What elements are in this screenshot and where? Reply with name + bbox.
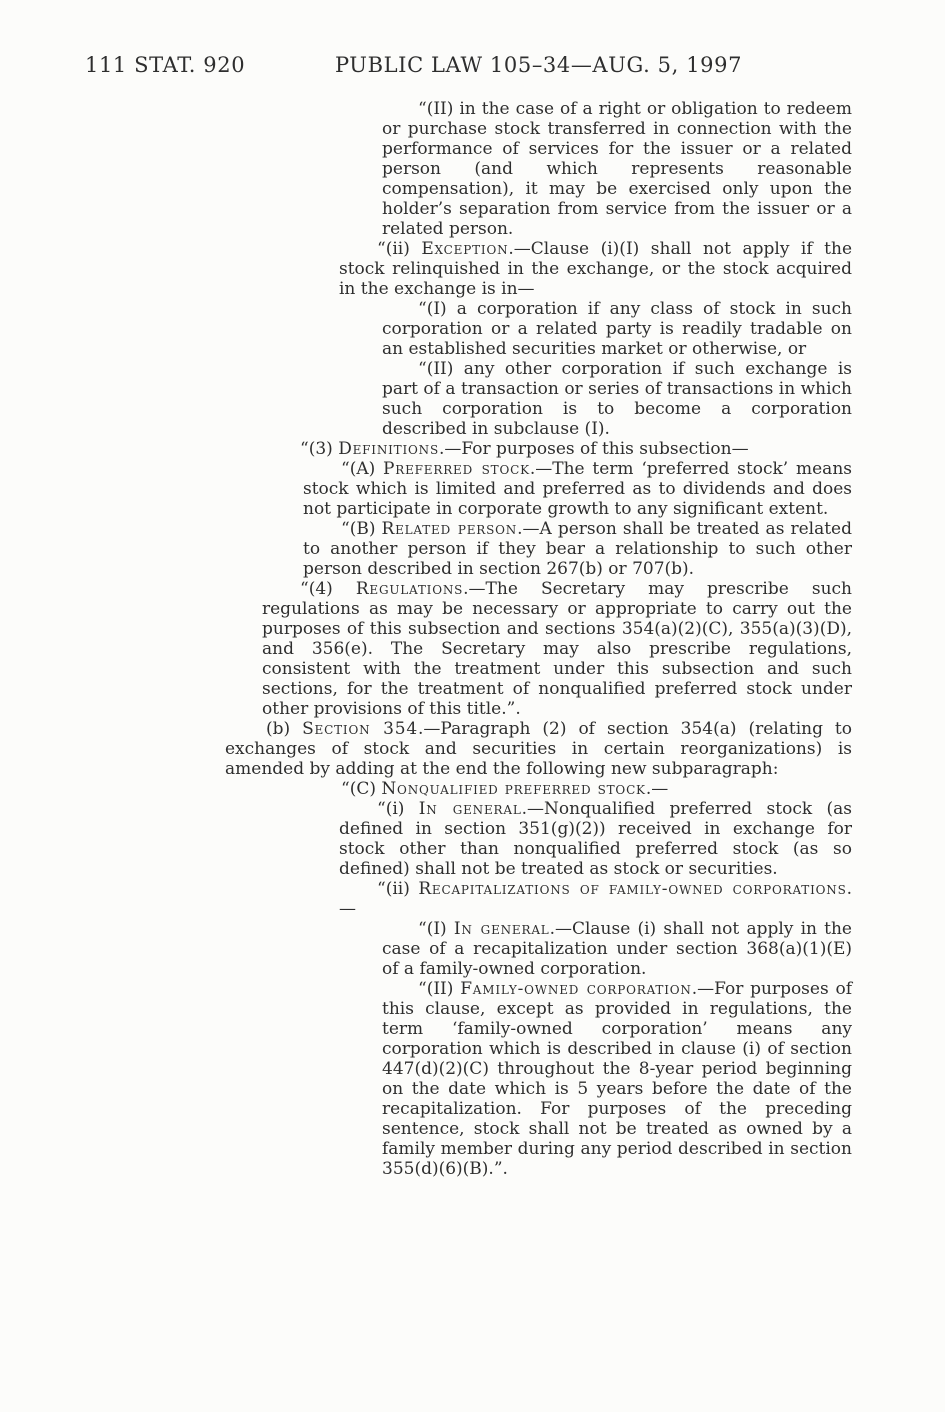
- text-run: .—Clause (i)(I) shall not apply if the stock relinquished in the exchange, or the stock acquired in the exchange is in—: [339, 239, 853, 299]
- smallcaps-run: Family-owned corporation: [460, 979, 692, 999]
- statute-text-block: [225, 99, 852, 1179]
- text-run: .—The term ‘preferred stock’ means stock which is limited and preferred as to dividends and does not participate in corporate growth to any significant extent.: [303, 459, 852, 519]
- smallcaps-run: Recapitalizations of family-owned corporations: [418, 879, 847, 899]
- law-title-header: PUBLIC LAW 105–34—AUG. 5, 1997: [334, 53, 743, 77]
- statute-paragraph: [339, 879, 852, 919]
- text-run: .—For purposes of this clause, except as provided in regulations, the term ‘family-owned corporation’ means any corporation which is described in clause (i) of section 447(d)(2)(C) throughout the 8-year period beginning on the date which is 5 years before the date of the recapitalization. For purposes of the preceding sentence, stock shall not be treated as owned by a family member during any period described in section 355(d)(6)(B).”.: [382, 979, 853, 1179]
- statute-paragraph: [339, 239, 852, 299]
- text-run: .—Clause (i) shall not apply in the case of a recapitalization under section 368(a)(1)(E) of a family-owned corporation.: [382, 919, 852, 979]
- statute-paragraph: [262, 579, 852, 719]
- text-run: “(B): [341, 519, 382, 539]
- text-run: .—A person shall be treated as related to another person if they bear a relationship to such other person described in section 267(b) or 707(b).: [303, 519, 852, 579]
- text-run: “(II) in the case of a right or obligation to redeem or purchase stock transferred in connection with the performance of services for the issuer or a related person (and which represents reasonable compensation), it may be exercised only upon the holder’s separation from service from the issuer or a related person.: [382, 99, 852, 239]
- statute-paragraph: [225, 719, 852, 779]
- text-run: .—Nonqualified preferred stock (as defined in section 351(g)(2)) received in exchange for stock other than nonqualified preferred stock (as so defined) shall not be treated as stock or securities.: [339, 799, 852, 879]
- smallcaps-run: Nonqualified preferred stock: [381, 779, 646, 799]
- smallcaps-run: Definitions: [338, 439, 439, 459]
- text-run: “(I) a corporation if any class of stock in such corporation or a related party is readily tradable on an established securities market or otherwise, or: [382, 299, 852, 359]
- statute-paragraph: [382, 99, 852, 239]
- text-run: “(i): [377, 799, 419, 819]
- text-run: (b): [266, 719, 303, 739]
- text-run: “(4): [300, 579, 356, 599]
- statute-paragraph: [382, 919, 852, 979]
- text-run: “(ii): [377, 879, 419, 899]
- text-run: “(II): [418, 979, 461, 999]
- text-run: .—: [645, 779, 669, 799]
- text-run: “(ii): [377, 239, 422, 259]
- text-run: .—: [339, 879, 852, 919]
- statute-paragraph: [303, 779, 852, 799]
- statute-paragraph: [303, 459, 852, 519]
- text-run: .—Paragraph (2) of section 354(a) (relating to exchanges of stock and securities in certain reorganizations) is amended by adding at the end the following new subparagraph:: [225, 719, 852, 779]
- statute-paragraph: [382, 299, 852, 359]
- smallcaps-run: Preferred stock: [383, 459, 530, 479]
- text-run: “(3): [300, 439, 339, 459]
- smallcaps-run: Exception: [421, 239, 509, 259]
- statute-paragraph: [382, 979, 852, 1179]
- smallcaps-run: Section 354: [302, 719, 418, 739]
- statute-paragraph: [303, 519, 852, 579]
- text-run: “(II) any other corporation if such exchange is part of a transaction or series of transactions in which such corporation is to become a corporation described in subclause (I).: [382, 359, 852, 439]
- text-run: “(I): [418, 919, 454, 939]
- statute-paragraph: [382, 359, 852, 439]
- text-run: “(A): [341, 459, 384, 479]
- smallcaps-run: In general: [453, 919, 550, 939]
- statute-paragraph: [262, 439, 852, 459]
- smallcaps-run: In general: [418, 799, 522, 819]
- smallcaps-run: Related person: [381, 519, 518, 539]
- text-run: .—The Secretary may prescribe such regulations as may be necessary or appropriate to carry out the purposes of this subsection and sections 354(a)(2)(C), 355(a)(3)(D), and 356(e). The Secretary may also prescribe regulations, consistent with the treatment under this subsection and such sections, for the treatment of nonqualified preferred stock under other provisions of this title.”.: [262, 579, 852, 719]
- running-header: [0, 52, 945, 80]
- statute-paragraph: [339, 799, 852, 879]
- text-run: “(C): [341, 779, 382, 799]
- smallcaps-run: Regulations: [355, 579, 464, 599]
- stat-page-number: 111 STAT. 920: [85, 53, 246, 77]
- text-run: .—For purposes of this subsection—: [439, 439, 749, 459]
